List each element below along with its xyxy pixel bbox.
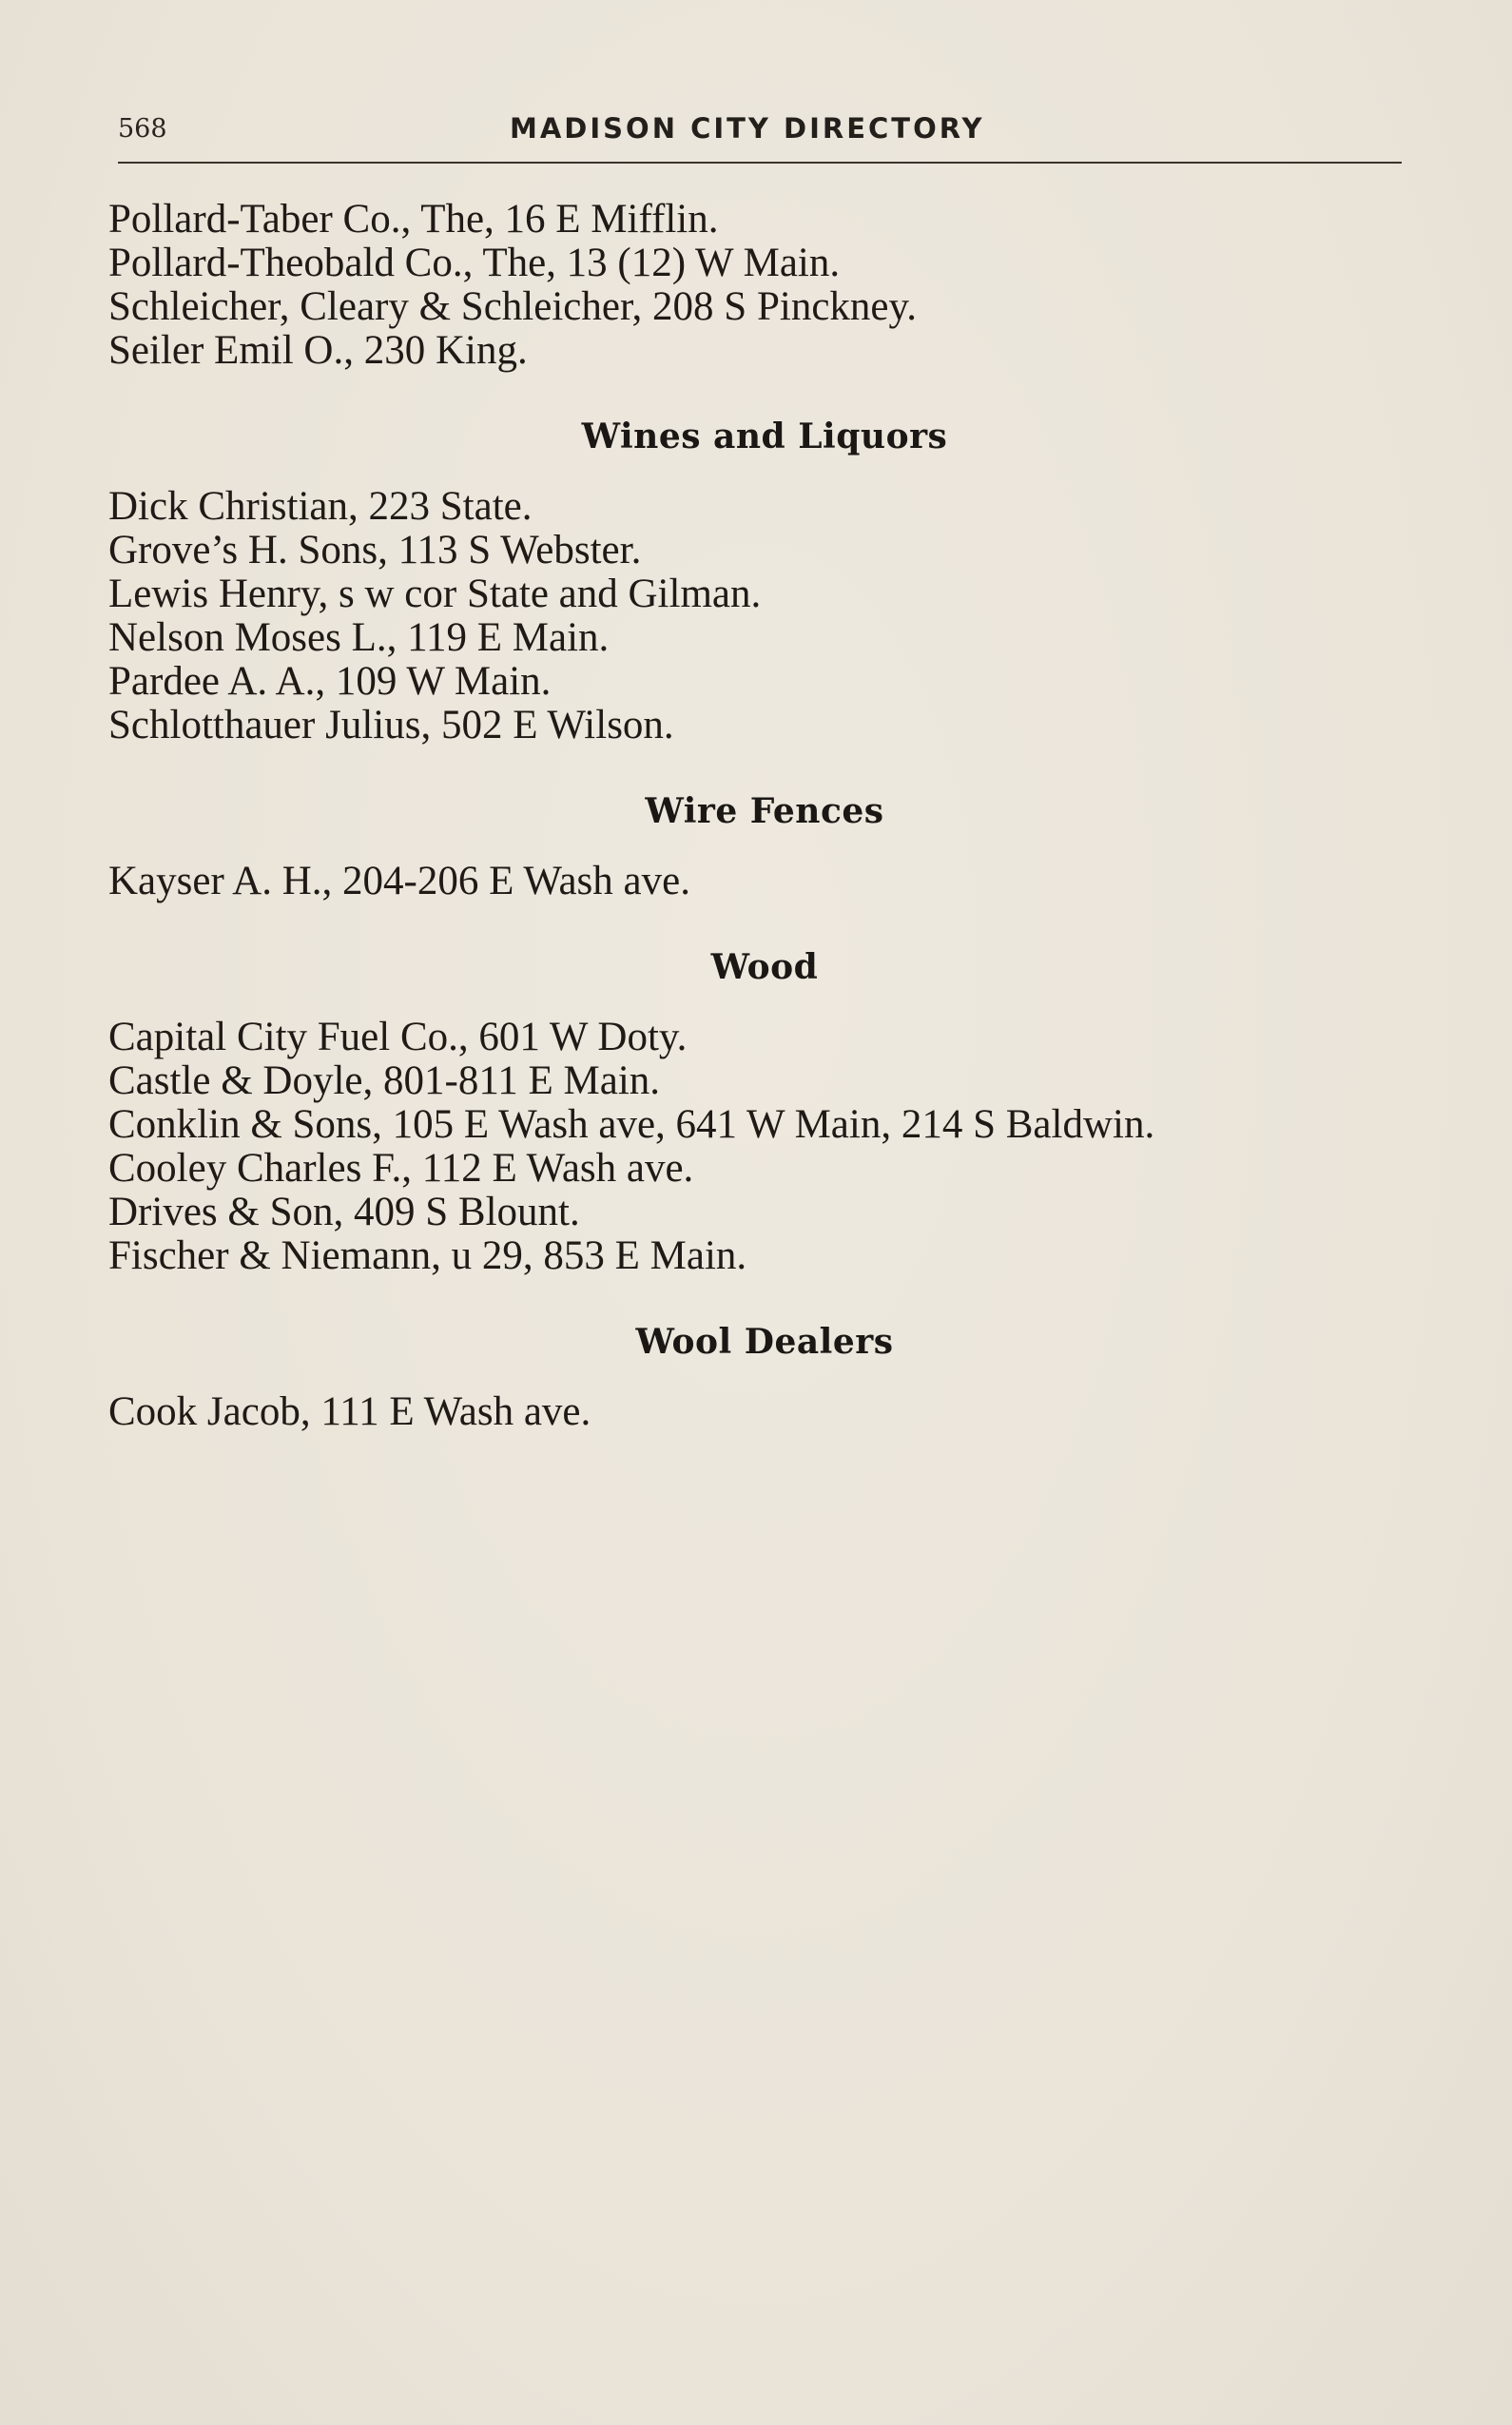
continued-entries: [108, 198, 1421, 373]
listing-entry: Cooley Charles F., 112 E Wash ave.: [108, 1146, 694, 1191]
page-header: [118, 107, 1402, 164]
section-wool-dealers: [108, 1320, 1421, 1434]
directory-listing: [108, 198, 1421, 1434]
listing-entry: Capital City Fuel Co., 601 W Doty.: [108, 1015, 688, 1059]
section-wines-and-liquors: [108, 415, 1421, 747]
listing-entry: Pollard-Taber Co., The, 16 E Mifflin.: [108, 197, 719, 242]
listing-entry: Kayser A. H., 204-206 E Wash ave.: [108, 859, 690, 903]
listing-entry: Fischer & Niemann, u 29, 853 E Main.: [108, 1233, 747, 1278]
running-title: MADISON CITY DIRECTORY: [510, 112, 985, 145]
listing-entry: Cook Jacob, 111 E Wash ave.: [108, 1389, 591, 1434]
listing-entry: Pollard-Theobald Co., The, 13 (12) W Main.: [108, 241, 841, 285]
listing-entry: Nelson Moses L., 119 E Main.: [108, 615, 610, 660]
listing-entry: Seiler Emil O., 230 King.: [108, 328, 528, 373]
listing-entry: Lewis Henry, s w cor State and Gilman.: [108, 572, 762, 616]
listing-entry: Schlotthauer Julius, 502 E Wilson.: [108, 703, 674, 747]
listing-entry: Grove’s H. Sons, 113 S Webster.: [108, 528, 642, 572]
listing-entry: Castle & Doyle, 801-811 E Main.: [108, 1058, 661, 1103]
section-heading: Wool Dealers: [635, 1322, 894, 1362]
listing-entry: Schleicher, Cleary & Schleicher, 208 S Pinckney.: [108, 284, 917, 329]
section-heading: Wire Fences: [645, 791, 884, 831]
listing-entry: Drives & Son, 409 S Blount.: [108, 1190, 580, 1234]
section-heading: Wood: [710, 947, 819, 987]
listing-entry: Pardee A. A., 109 W Main.: [108, 659, 552, 704]
listing-entry: Conklin & Sons, 105 E Wash ave, 641 W Main, 214 S Baldwin.: [108, 1102, 1155, 1147]
page-number: 568: [118, 114, 167, 144]
listing-entry: Dick Christian, 223 State.: [108, 484, 533, 529]
header-rule: [118, 162, 1402, 164]
section-wood: [108, 945, 1421, 1278]
section-wire-fences: [108, 789, 1421, 903]
section-heading: Wines and Liquors: [581, 417, 948, 456]
